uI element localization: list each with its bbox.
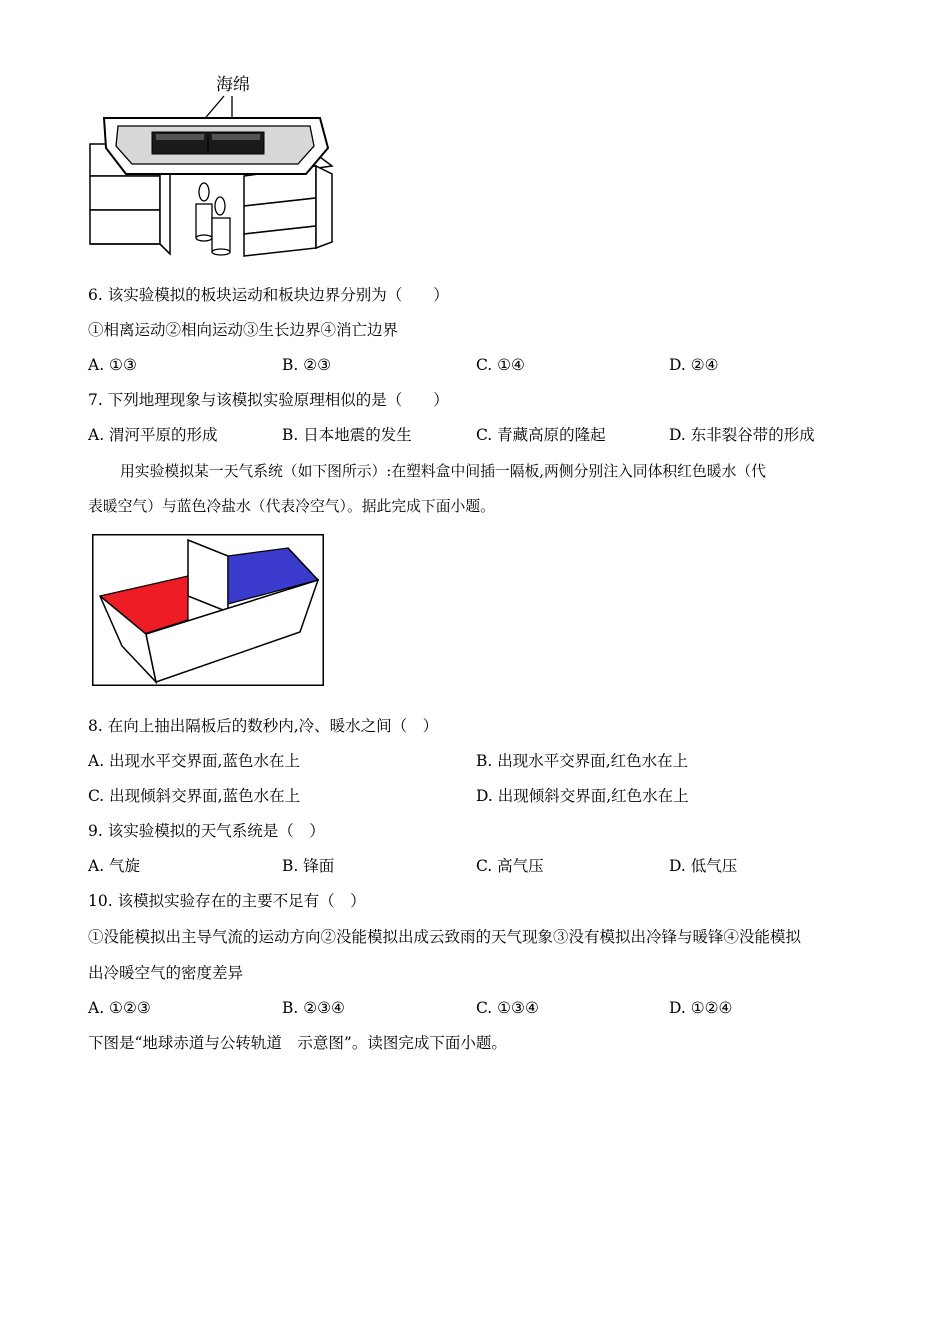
- partition-box-figure: [92, 534, 324, 686]
- q10-option-a[interactable]: A. ①②③: [88, 999, 151, 1017]
- q6-statements: ①相离运动②相向运动③生长边界④消亡边界: [88, 321, 399, 339]
- q10-statements-line2: 出冷暖空气的密度差异: [88, 964, 244, 982]
- q7-option-d[interactable]: D. 东非裂谷带的形成: [669, 426, 815, 444]
- q10-statements-line1: ①没能模拟出主导气流的运动方向②没能模拟出成云致雨的天气现象③没有模拟出冷锋与暖锋④没能模拟: [88, 928, 802, 946]
- q7-stem: 7. 下列地理现象与该模拟实验原理相似的是（ ）: [88, 391, 449, 409]
- q9-option-c[interactable]: C. 高气压: [476, 857, 544, 875]
- q7-option-b[interactable]: B. 日本地震的发生: [282, 426, 412, 444]
- sponge-experiment-figure: [84, 66, 344, 268]
- q7-option-a[interactable]: A. 渭河平原的形成: [88, 426, 218, 444]
- q10-stem: 10. 该模拟实验存在的主要不足有（ ）: [88, 892, 366, 910]
- sponge-label: 海绵: [216, 75, 250, 95]
- passage2-line1: 用实验模拟某一天气系统（如下图所示）:在塑料盒中间插一隔板,两侧分别注入同体积红色暖水（代: [120, 463, 766, 480]
- q8-option-d[interactable]: D. 出现倾斜交界面,红色水在上: [476, 787, 689, 805]
- q6-option-b[interactable]: B. ②③: [282, 356, 332, 374]
- q10-option-b[interactable]: B. ②③④: [282, 999, 345, 1017]
- q10-option-c[interactable]: C. ①③④: [476, 999, 539, 1017]
- q8-option-a[interactable]: A. 出现水平交界面,蓝色水在上: [88, 752, 300, 770]
- q8-stem: 8. 在向上抽出隔板后的数秒内,冷、暖水之间（ ）: [88, 717, 439, 735]
- q9-option-d[interactable]: D. 低气压: [669, 857, 738, 875]
- q9-option-b[interactable]: B. 锋面: [282, 857, 335, 875]
- q8-option-c[interactable]: C. 出现倾斜交界面,蓝色水在上: [88, 787, 301, 805]
- passage3-text: 下图是“地球赤道与公转轨道 示意图”。读图完成下面小题。: [88, 1034, 507, 1052]
- passage2-line2: 表暖空气）与蓝色冷盐水（代表冷空气）。据此完成下面小题。: [88, 498, 495, 515]
- q7-option-c[interactable]: C. 青藏高原的隆起: [476, 426, 606, 444]
- q10-option-d[interactable]: D. ①②④: [669, 999, 733, 1017]
- q9-option-a[interactable]: A. 气旋: [88, 857, 141, 875]
- q8-option-b[interactable]: B. 出现水平交界面,红色水在上: [476, 752, 689, 770]
- q6-option-c[interactable]: C. ①④: [476, 356, 525, 374]
- q6-option-d[interactable]: D. ②④: [669, 356, 719, 374]
- q6-option-a[interactable]: A. ①③: [88, 356, 137, 374]
- q9-stem: 9. 该实验模拟的天气系统是（ ）: [88, 822, 325, 840]
- q6-stem: 6. 该实验模拟的板块运动和板块边界分别为（ ）: [88, 286, 449, 304]
